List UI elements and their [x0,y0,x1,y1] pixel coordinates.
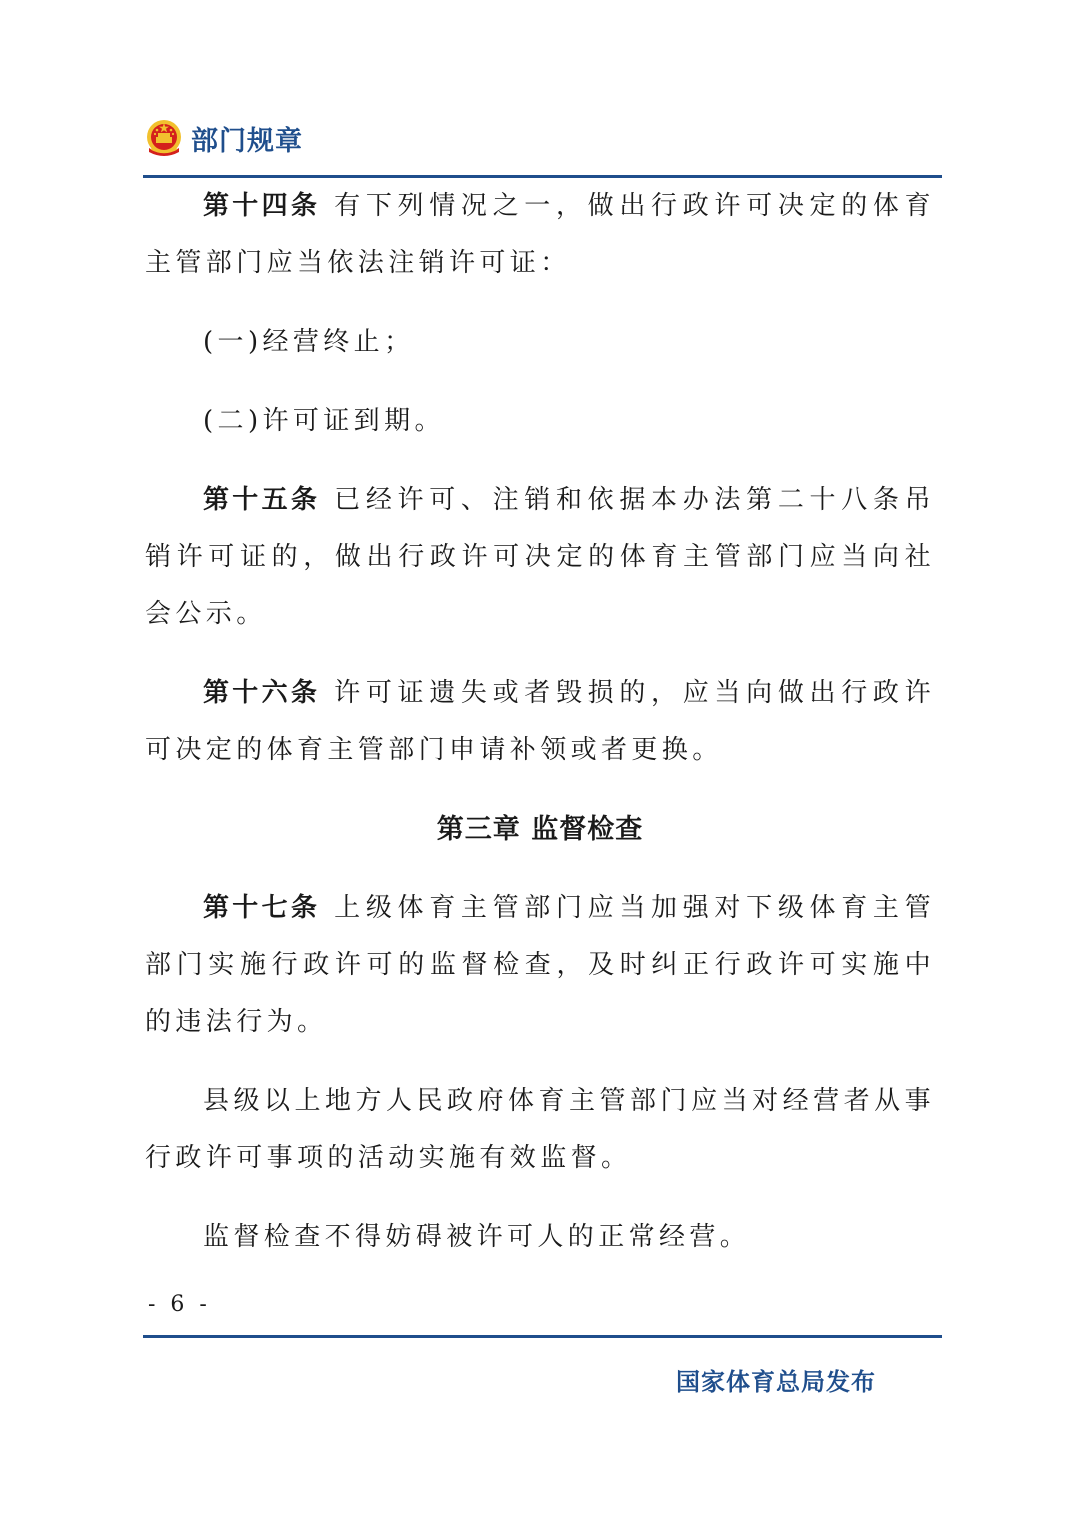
list-item-text: (二)许可证到期。 [203,406,445,436]
article-14 [145,178,935,292]
page-number: - 6 - [148,1292,211,1317]
document-body [145,178,935,1288]
article-number: 第十五条 [203,485,321,515]
article-number: 第十六条 [203,678,321,708]
article-text: 许可证遗失或者毁损的，应当向做出行政许可决定的体育主管部门申请补领或者更换。 [145,678,935,765]
chapter-heading: 第三章 监督检查 [436,814,644,845]
page-header [145,114,303,162]
header-title: 部门规章 [191,125,303,157]
publisher-footer: 国家体育总局发布 [676,1368,876,1396]
article-number: 第十七条 [203,893,321,923]
list-item [145,314,935,371]
article-17 [145,880,935,1051]
article-15 [145,472,935,643]
footer-divider [143,1335,942,1338]
list-item-text: (一)经营终止； [203,327,415,357]
article-text: 已经许可、注销和依据本办法第二十八条吊销许可证的，做出行政许可决定的体育主管部门应当向社会公示。 [145,485,935,629]
paragraph [145,1073,935,1187]
list-item [145,393,935,450]
paragraph-text: 县级以上地方人民政府体育主管部门应当对经营者从事行政许可事项的活动实施有效监督。 [145,1086,935,1173]
national-emblem-icon [145,118,183,158]
article-16 [145,665,935,779]
article-text: 上级体育主管部门应当加强对下级体育主管部门实施行政许可的监督检查，及时纠正行政许可实施中的违法行为。 [145,893,935,1037]
paragraph-text: 监督检查不得妨碍被许可人的正常经营。 [203,1222,751,1252]
article-number: 第十四条 [203,191,321,221]
article-text: 有下列情况之一，做出行政许可决定的体育主管部门应当依法注销许可证： [145,191,935,278]
paragraph [145,1209,935,1266]
